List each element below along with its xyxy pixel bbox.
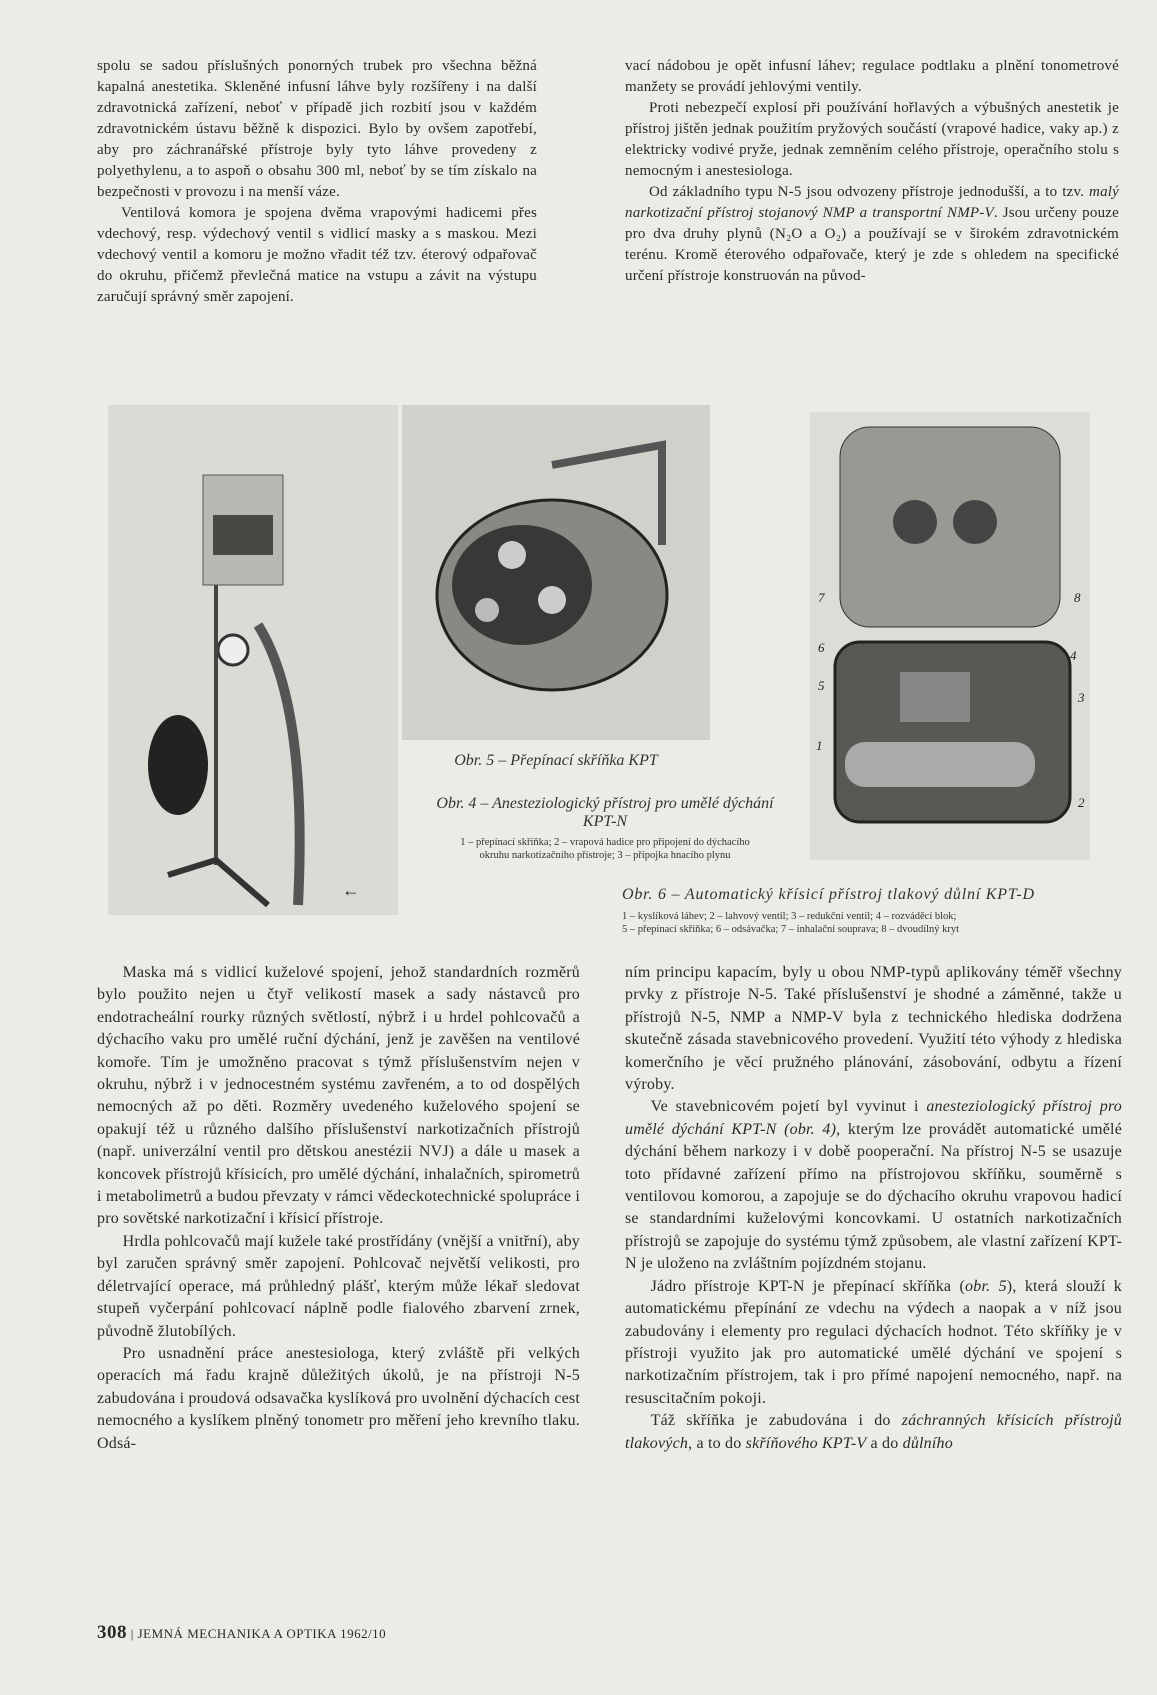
text-run: Ventilová komora je spojena dvěma vrapovými hadicemi přes vdechový, resp. výdechový ventil s vidlicí masky a s maskou. Mezi vdechový ventil a komoru je možno vřadit též tzv. éterový odpařovač do okruhu, přičemž převlečná matice na vstupu a závit na výstupu zaručují správný směr zapojení. bbox=[97, 205, 537, 305]
figure-4-caption-line: Obr. 4 – Anesteziologický přístroj pro umělé dýchání bbox=[436, 795, 774, 812]
text-column-bottom-left bbox=[97, 962, 580, 1455]
text-run: Od základního typu N-5 jsou odvozeny přístroje jednodušší, a to tzv. bbox=[649, 184, 1090, 200]
text-column-top-left bbox=[97, 56, 537, 308]
paragraph bbox=[97, 1343, 580, 1455]
text-run: Pro usnadnění práce anestesiologa, který zvláště při velkých operacích má řadu krajně důležitých úkolů, je na přístroji N-5 zabudována i proudová odsavačka kyslíková pro uvolnění dýchacích cest nemocného a kyslíkem plněný tonometr pro měření jeho krevního tlaku. Odsá- bbox=[97, 1344, 580, 1452]
paragraph bbox=[625, 1410, 1122, 1455]
arrow-left-icon: ← bbox=[342, 880, 360, 900]
text-run: Jádro přístroje KPT-N je přepínací skříňka ( bbox=[650, 1277, 966, 1295]
journal-name: JEMNÁ MECHANIKA A OPTIKA 1962/10 bbox=[137, 1626, 387, 1641]
callout-label: 8 bbox=[1074, 590, 1081, 605]
text-run: vací nádobou je opět infusní láhev; regulace podtlaku a plnění tonometrové manžety se provádí jehlovými ventily. bbox=[625, 58, 1119, 95]
text-column-bottom-right bbox=[625, 962, 1122, 1455]
text-run: . Jsou určeny pouze pro dva druhy plynů (N₂O a O₂) a používají se v širokém zdravotnickém terénu. Kromě éterového odpařovače, který je zde s ohledem na specifické určení přístroje konstruován na původ- bbox=[625, 205, 1119, 284]
italic-text-run: obr. 5 bbox=[965, 1277, 1007, 1295]
figure-4-legend bbox=[405, 836, 805, 862]
text-run: Proti nebezpečí explosí při používání hořlavých a výbušných anestetik je přístroj jištěn jednak použitím pryžových součástí (vrapové hadice, vaky ap.) z elektricky vodivé pryže, jednak zemněním celého přístroje, operačního stolu s nemocným i anestesiologa. bbox=[625, 100, 1119, 179]
figure-6-caption: Obr. 6 – Automatický křísicí přístroj tlakový důlní KPT-D bbox=[622, 886, 1035, 903]
callout-label: 3 bbox=[1078, 690, 1085, 705]
text-run: , kterým lze provádět automatické umělé dýchání během narkozy i v době pooperační. Na přístroj N-5 se usazuje toto přídavné zařízení přímo na přístrojovou skříňku, souměrně s ventilovou komorou, a zapojuje se do dýchacího okruhu vrapovou hadicí se standardními kuželovými koncovkami. U ostatních narkotizačních přístrojů se zapojuje do systému týmž způsobem, ale vlastní zařízení KPT-N je uloženo na zvláštním pojízdném stojanu. bbox=[625, 1120, 1123, 1273]
figure-4-caption-model: KPT-N bbox=[582, 813, 628, 830]
text-run: spolu se sadou příslušných ponorných trubek pro všechna běžná kapalná anestetika. Skleněné infusní láhve byly rozšířeny i na další zdravotnická zařízení, neboť v případě jich rozbití jsou v každém zdravotnickém ústavu běžně k dispozici. Bylo by ovšem zapotřebí, aby pro záchranářské přístroje byly tyto láhve provedeny z polyethylenu, a to aspoň o obsahu 300 ml, neboť by se tím získalo na bezpečnosti v provozu i na menší váze. bbox=[97, 58, 537, 200]
text-run: Maska má s vidlicí kuželové spojení, jehož standardních rozměrů bylo použito nejen u čtyř velikostí masek a sady nástavců pro endotracheální rourky různých světlostí, nýbrž i u hrdel pohlcovačů a dýchacího vaku pro umělé ruční dýchání, jenž je zavěšen na ventilové komoře. Tím je umožněno pracovat s týmž příslušenstvím nejen v okruhu, nýbrž i v jednocestném systému zavřeném, a to od dospělých nemocných až po děti. Rozměry uvedeného kuželového spojení se opakují též u různého dalšího příslušenství narkotizačních přístrojů (např. univerzální ventil pro dětskou anestézii NVJ) a dále u masek a koncovek přístrojů křísicích, pro umělé dýchání, inhalačních, spirometrů i metabolimetrů a budou převzaty v rámci vědeckotechnické spolupráce i pro sovětské narkotizační i křísicí přístroje. bbox=[97, 964, 580, 1228]
callout-label: 1 bbox=[816, 738, 823, 753]
text-run: ním principu kapacím, byly u obou NMP-typů aplikovány téměř všechny prvky z přístroje N-5. Také příslušenství je shodné a záměnné, takže u přístrojů N-5, NMP a NMP-V byla z technického hlediska dodržena skutečně zásada stavebnicového provedení. Využití této výhody z hlediska komerčního je věcí pružného plánování, zásobování, odbytu a řízení výroby. bbox=[625, 964, 1122, 1094]
paragraph bbox=[97, 962, 580, 1231]
figure-4-photo bbox=[108, 405, 398, 915]
text-column-top-right bbox=[625, 56, 1119, 287]
figure-6-legend-line: 1 – kyslíková láhev; 2 – lahvový ventil; 3 – redukční ventil; 4 – rozváděcí blok; bbox=[622, 911, 957, 922]
figure-5-photo bbox=[402, 405, 710, 740]
italic-text-run: malý narkotizační přístroj stojanový NMP a transportní NMP-V bbox=[625, 184, 1119, 221]
paragraph bbox=[625, 1096, 1122, 1275]
paragraph bbox=[625, 182, 1119, 287]
italic-text-run: důlního bbox=[902, 1434, 953, 1452]
paragraph bbox=[97, 203, 537, 308]
figure-4-legend-line: 1 – přepínací skříňka; 2 – vrapová hadice pro připojení do dýchacího bbox=[460, 837, 750, 848]
page-number: 308 bbox=[97, 1622, 127, 1643]
figure-5-caption: Obr. 5 – Přepínací skříňka KPT bbox=[454, 752, 658, 769]
figure-6-photo bbox=[810, 412, 1090, 860]
figure-6-legend bbox=[622, 910, 1132, 936]
italic-text-run: záchranných křísicích přístrojů tlakových bbox=[625, 1412, 1122, 1452]
figure-4-legend-line: okruhu narkotizačního přístroje; 3 – přípojka hnacího plynu bbox=[479, 850, 731, 861]
figure-4-caption bbox=[405, 795, 805, 831]
callout-label: 7 bbox=[818, 590, 825, 605]
paragraph bbox=[97, 56, 537, 203]
paragraph bbox=[625, 962, 1122, 1096]
callout-label: 6 bbox=[818, 640, 825, 655]
switching-box-illustration bbox=[402, 405, 710, 740]
paragraph bbox=[97, 1231, 580, 1343]
resuscitator-case-illustration bbox=[810, 412, 1090, 860]
callout-label: 2 bbox=[1078, 795, 1085, 810]
text-run: ), která slouží k automatickému přepínání ze vdechu na výdech a naopak a v níž jsou zabudovány i elementy pro regulaci dýchacích hodnot. Této skříňky je v přístroji využito jak pro automatické umělé dýchání ve spojení s narkotizačním přístrojem, tak i pro přímé napojení nemocného, např. na resuscitačním pokoji. bbox=[625, 1277, 1122, 1407]
anesthesia-apparatus-illustration bbox=[108, 405, 398, 915]
paragraph bbox=[625, 1276, 1122, 1410]
text-run: Táž skříňka je zabudována i do bbox=[650, 1412, 902, 1430]
text-run: , a to do bbox=[688, 1434, 746, 1452]
callout-label: 5 bbox=[818, 678, 825, 693]
page-footer bbox=[97, 1622, 386, 1644]
figure-6-legend-line: 5 – přepínací skříňka; 6 – odsávačka; 7 – inhalační souprava; 8 – dvoudílný kryt bbox=[622, 924, 960, 935]
paragraph bbox=[625, 98, 1119, 182]
text-run: a do bbox=[866, 1434, 903, 1452]
italic-text-run: anesteziologický přístroj pro umělé dýchání KPT-N (obr. 4) bbox=[625, 1098, 1122, 1138]
callout-label: 4 bbox=[1070, 648, 1077, 663]
italic-text-run: skříňového KPT-V bbox=[745, 1434, 867, 1452]
paragraph bbox=[625, 56, 1119, 98]
text-run: Ve stavebnicovém pojetí byl vyvinut i bbox=[650, 1098, 927, 1116]
footer-separator: | bbox=[130, 1626, 138, 1641]
text-run: Hrdla pohlcovačů mají kužele také prostřídány (vnější a vnitřní), aby byl zaručen správný směr zapojení. Pohlcovač největší velikosti, pro déletrvající operace, má průhledný plášť, kterým může lékař sledovat stupeň vyčerpání pohlcovací náplně podle fialového zbarvení zrnek, původně žlutobílých. bbox=[97, 1232, 580, 1340]
